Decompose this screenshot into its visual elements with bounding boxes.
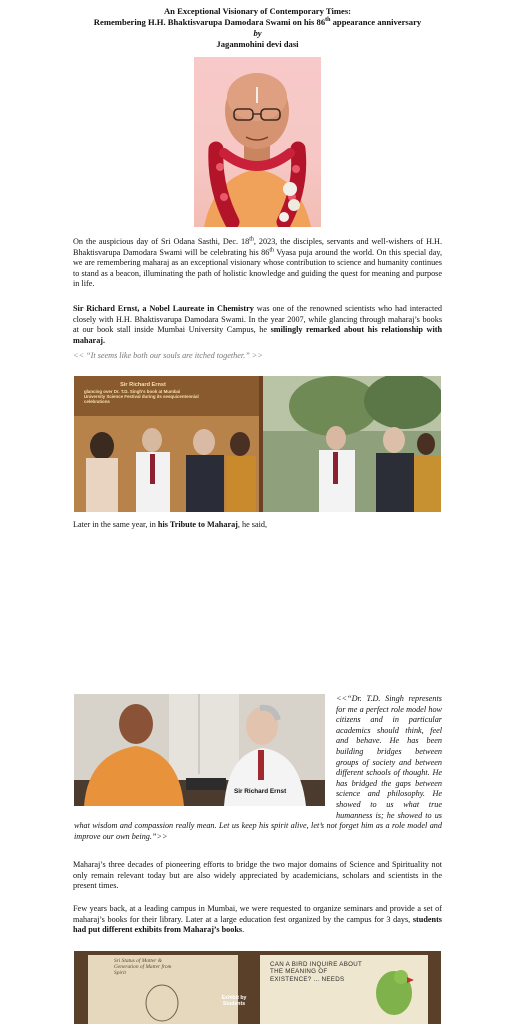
left-board-text: Sri Status of Matter & Generation of Matter from Spirit (114, 958, 172, 976)
photo-caption: Sir Richard Ernst glancing over Dr. T.D. Singh's book at Mumbai University Science Festival during its sesquicentennial celebrations (84, 382, 199, 405)
campus-paragraph: Few years back, at a leading campus in Mumbai, we were requested to organize seminars and provide a set of maharaj’s books for their library. Later at a large education fest organized by the campus for 3 days, students had put different exhibits from Maharaj’s books. (73, 904, 442, 935)
article-subtitle: Remembering H.H. Bhaktisvarupa Damodara Swami on his 86th appearance anniversary (93, 17, 422, 27)
exhibit-photo (74, 951, 441, 1024)
ernst-quote: << “It seems like both our souls are itched together.” >> (73, 351, 263, 360)
tribute-quote: <<“Dr. T.D. Singh represents for me a perfect role model how citizens and in particular academics should think, feel and behave. He has been building bridges between groups of society and between different schools of thought. He has bridged the gaps between science and philosophy. He showed to us what true humanness is; he showed to us what wisdom and compassion really mean. Let us keep his spirit alive, let’s not forget him as a role model and improve our own being.”>> (74, 694, 442, 841)
article-title: An Exceptional Visionary of Contemporary Times: (163, 6, 352, 16)
byline-author: Jaganmohini devi dasi (216, 39, 299, 49)
swami-portrait (194, 57, 321, 227)
intro-paragraph: On the auspicious day of Sri Odana Sasthi, Dec. 18th, 2023, the disciples, servants and well-wishers of H.H. Bhaktisvarupa Damodara Swami will be celebrating his 86th Vyasa puja around the world. On this special day, we are remembering maharaj as an exceptional visionary whose contribution to science and humanity continues to stand as a beacon, illuminating the path of holistic knowledge and guiding the quest for meaning and purpose in life. (73, 236, 442, 289)
exhibit-label: Exhibit by Students (221, 995, 247, 1007)
right-board-text: CAN A BIRD INQUIRE ABOUT THE MEANING OF EXISTENCE? ... NEEDS (270, 961, 363, 983)
tribute-intro: Later in the same year, in his Tribute to Maharaj, he said, (73, 520, 268, 529)
byline-by: by (253, 28, 262, 38)
photo-label: Sir Richard Ernst (234, 788, 287, 795)
ernst-paragraph: Sir Richard Ernst, a Nobel Laureate in Chemistry was one of the renowned scientists who had interacted closely with H.H. Bhaktisvarupa Damodara Swami. In the year 2007, while glancing through maharaj’s books at our book stall inside Mumbai University Campus, he smilingly remarked about his relationship with maharaj. (73, 304, 443, 345)
book-stall-photo (74, 376, 441, 512)
science-spirituality-paragraph: Maharaj’s three decades of pioneering efforts to bridge the two major domains of Science and Spirituality not only remain relevant today but are also widely appreciated by academicians, scholars and scientists in the present times. (73, 860, 442, 891)
photo-float-spacer (74, 694, 336, 814)
portrait-illustration (194, 57, 321, 227)
